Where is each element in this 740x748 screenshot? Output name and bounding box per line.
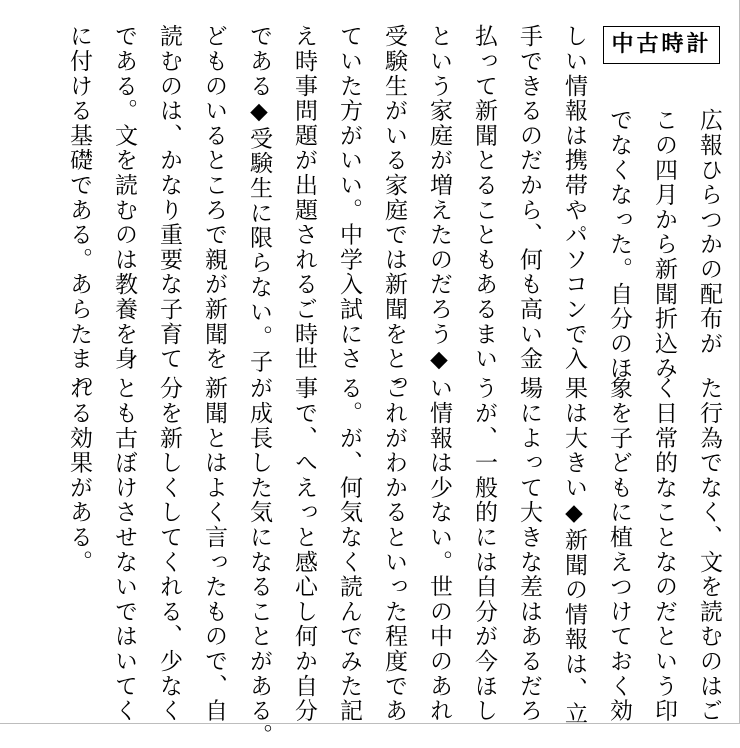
- bottom-line-13: 分を新しくしてくれる、少なく: [156, 376, 182, 724]
- top-line-12: どものいるところで親が新聞を: [201, 24, 227, 372]
- top-line-7: という家庭が増えたのだろう◆: [426, 24, 452, 375]
- top-line-3: でなくなった。自分のほ: [606, 108, 632, 381]
- top-line-13: 読むのは、かなり重要な子育て: [156, 24, 182, 372]
- top-line-14: である。文を読むのは教養を身: [111, 24, 137, 372]
- top-line-15: に付ける基礎である。あらたまっ: [66, 24, 92, 396]
- bottom-line-10: 事で、へえっと感心し何か自分: [291, 376, 317, 724]
- bottom-line-7: い情報は少ない。世の中のあれ: [426, 376, 452, 724]
- top-line-5: 手できるのだから、何も高い金: [516, 24, 542, 372]
- bottom-line-4: 果は大きい◆新聞の情報は、立: [561, 376, 587, 727]
- top-line-11: である◆受験生に限らない。子: [246, 24, 272, 375]
- bottom-line-3: 象を子どもに植えつけておく効: [606, 376, 632, 724]
- top-line-1: 広報ひらつかの配布が: [696, 108, 722, 356]
- bottom-line-12: 新聞とはよく言ったもので、自: [201, 376, 227, 724]
- top-line-9: ていた方がいい。中学入試にさ: [336, 24, 362, 372]
- bottom-line-1: た行為でなく、文を読むのはご: [696, 376, 722, 724]
- top-line-2: この四月から新聞折込み: [651, 108, 677, 381]
- bottom-line-15: れる効果がある。: [66, 376, 92, 575]
- bottom-line-8: これがわかるといった程度であ: [381, 376, 407, 724]
- bottom-line-2: く日常的なことなのだという印: [651, 376, 677, 724]
- bottom-line-14: とも古ぼけさせないではいてく: [111, 376, 137, 724]
- bottom-line-11: が成長した気になることがある。: [246, 376, 272, 748]
- top-line-8: 受験生がいる家庭では新聞をとっ: [381, 24, 407, 396]
- column-title: 中古時計: [603, 26, 720, 64]
- top-line-4: しい情報は携帯やパソコンで入: [561, 24, 587, 372]
- top-line-10: え時事問題が出題されるご時世: [291, 24, 317, 372]
- bottom-line-5: 場によって大きな差はあるだろ: [516, 376, 542, 724]
- bottom-line-6: うが、一般的には自分が今ほし: [471, 376, 497, 724]
- bottom-line-9: る。が、何気なく読んでみた記: [336, 376, 362, 724]
- top-line-6: 払って新聞とることもあるまい: [471, 24, 497, 372]
